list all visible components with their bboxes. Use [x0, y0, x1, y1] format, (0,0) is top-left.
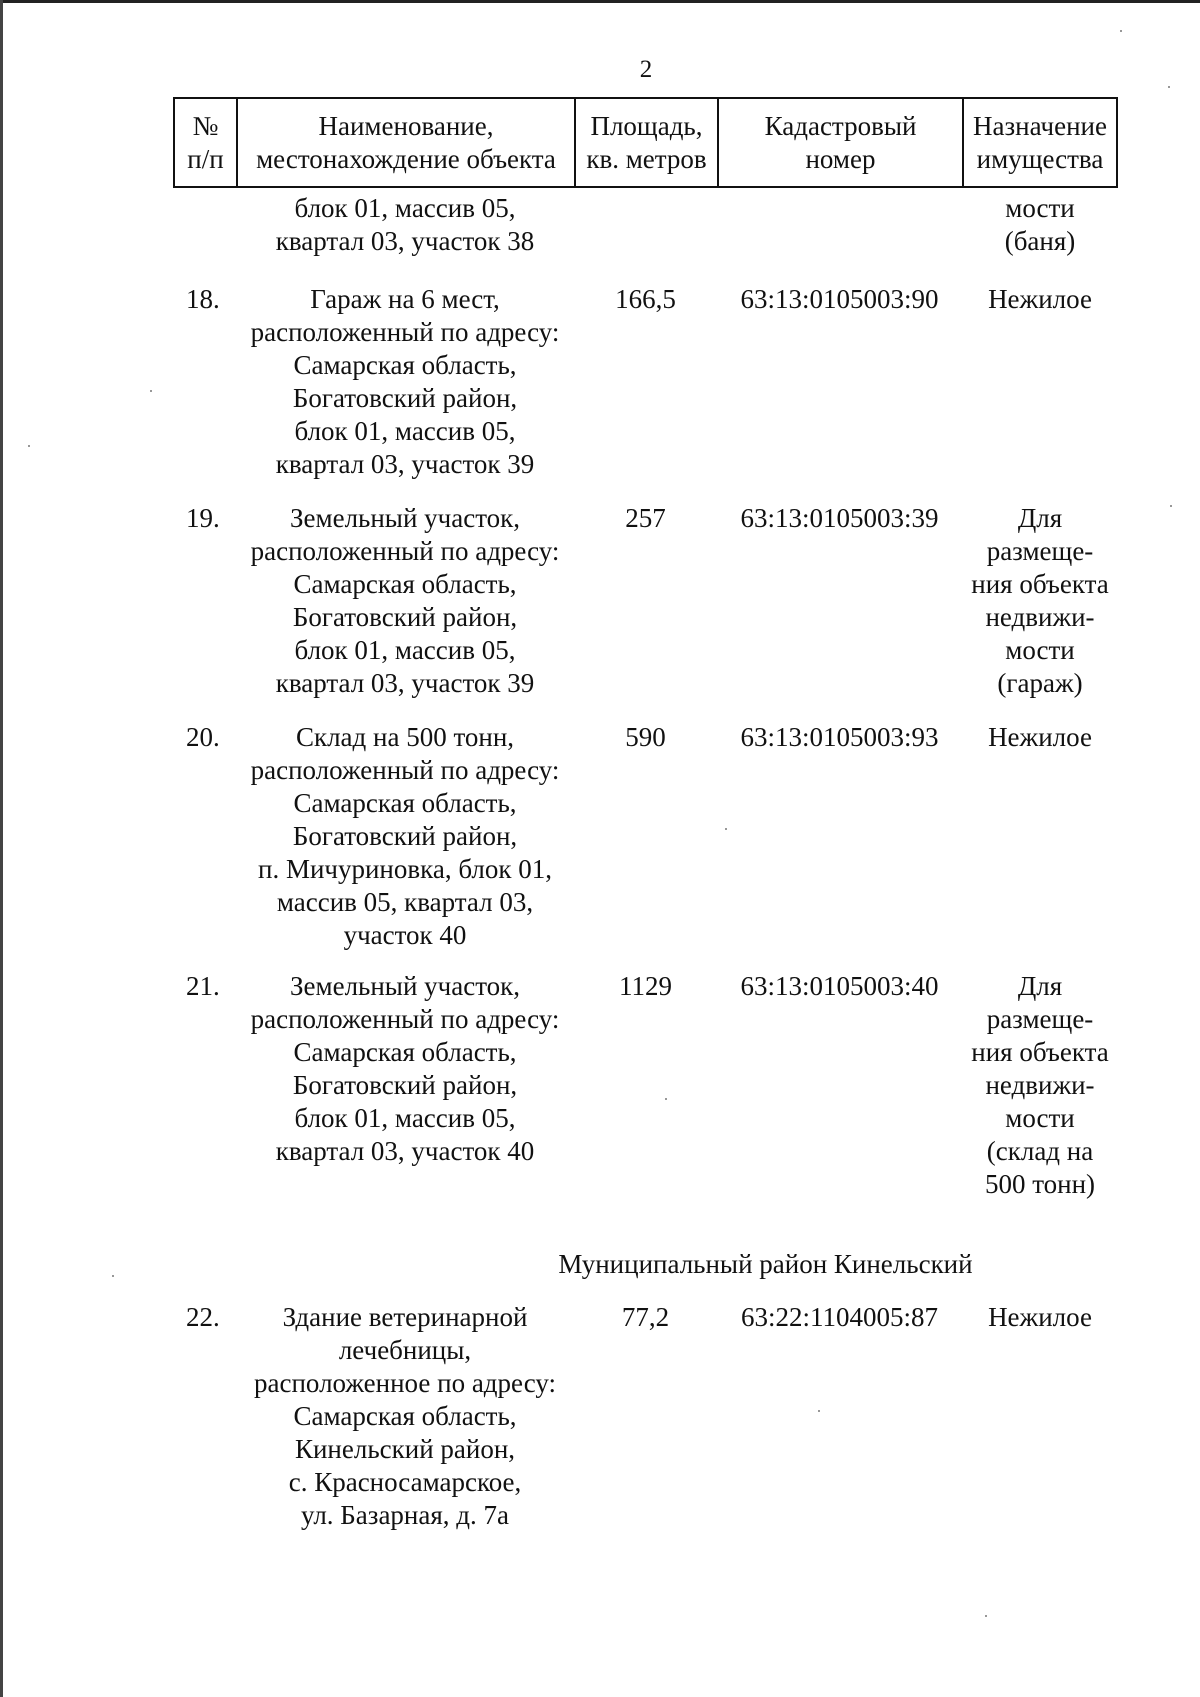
cell-area: 590 [625, 722, 666, 752]
cell-name: Земельный участок, расположенный по адресу: Самарская область, Богатовский район, блок 01, массив 05, квартал 03, участок 40 [250, 971, 560, 1166]
cell-number: 18. [186, 284, 220, 314]
header-purpose: Назначение имущества [962, 99, 1118, 186]
section-heading-row [173, 1248, 1118, 1301]
cell-purpose: Для размеще- ния объекта недвижи- мости (склад на 500 тонн) [971, 971, 1109, 1199]
cell-name: Склад на 500 тонн, расположенный по адресу: Самарская область, Богатовский район, п. Мичуриновка, блок 01, массив 05, квартал 03, участок 40 [250, 722, 560, 950]
scan-speck [725, 828, 727, 830]
cell-purpose: Нежилое [988, 1302, 1092, 1332]
scan-speck [1168, 86, 1170, 88]
cell-purpose: мости (баня) [1004, 193, 1076, 256]
header-number: № п/п [173, 99, 236, 186]
cell-cadastral: 63:13:0105003:90 [740, 284, 939, 314]
cell-cadastral: 63:13:0105003:40 [740, 971, 939, 1001]
cell-area: 1129 [619, 971, 672, 1001]
scan-border-left [0, 0, 3, 1697]
header-name: Наименование, местонахождение объекта [236, 99, 574, 186]
page-number: 2 [639, 56, 653, 83]
table-row [173, 502, 1118, 721]
cell-area: 77,2 [621, 1302, 670, 1332]
table-row [173, 283, 1118, 502]
cell-purpose: Нежилое [988, 284, 1092, 314]
cell-cadastral: 63:22:1104005:87 [740, 1302, 938, 1332]
section-title: Муниципальный район Кинельский [558, 1249, 973, 1279]
scan-speck [818, 1410, 820, 1412]
cell-cadastral: 63:13:0105003:93 [740, 722, 939, 752]
scan-speck [28, 445, 30, 447]
cell-number: 20. [186, 722, 220, 752]
cell-number: 22. [186, 1302, 220, 1332]
table-row-continuation [173, 192, 1118, 283]
table-body [173, 192, 1118, 1541]
cell-purpose: Нежилое [988, 722, 1092, 752]
scan-speck [150, 390, 152, 392]
cell-name: Гараж на 6 мест, расположенный по адресу: Самарская область, Богатовский район, блок 01, массив 05, квартал 03, участок 39 [250, 284, 560, 479]
scan-speck [665, 1098, 667, 1100]
scan-speck [112, 1275, 114, 1277]
scan-border-top [0, 0, 1200, 3]
cell-purpose: Для размеще- ния объекта недвижи- мости (гараж) [971, 503, 1109, 698]
cell-name: Земельный участок, расположенный по адресу: Самарская область, Богатовский район, блок 01, массив 05, квартал 03, участок 39 [250, 503, 560, 698]
table-header [173, 97, 1118, 188]
scan-speck [1120, 30, 1122, 32]
cell-number: 21. [186, 971, 220, 1001]
scan-speck [1170, 505, 1172, 507]
table-row [173, 721, 1118, 970]
cell-cadastral: 63:13:0105003:39 [740, 503, 939, 533]
table-row [173, 1301, 1118, 1541]
header-area: Площадь, кв. метров [574, 99, 717, 186]
cell-area: 166,5 [615, 284, 676, 314]
table-row [173, 970, 1118, 1248]
cell-name: блок 01, массив 05, квартал 03, участок 38 [275, 193, 535, 256]
cell-area: 257 [625, 503, 666, 533]
header-cadastral: Кадастровый номер [717, 99, 962, 186]
scan-speck [985, 1615, 987, 1617]
cell-name: Здание ветеринарной лечебницы, расположенное по адресу: Самарская область, Кинельский район, с. Красносамарское, ул. Базарная, д. 7а [254, 1302, 556, 1530]
cell-number: 19. [186, 503, 220, 533]
